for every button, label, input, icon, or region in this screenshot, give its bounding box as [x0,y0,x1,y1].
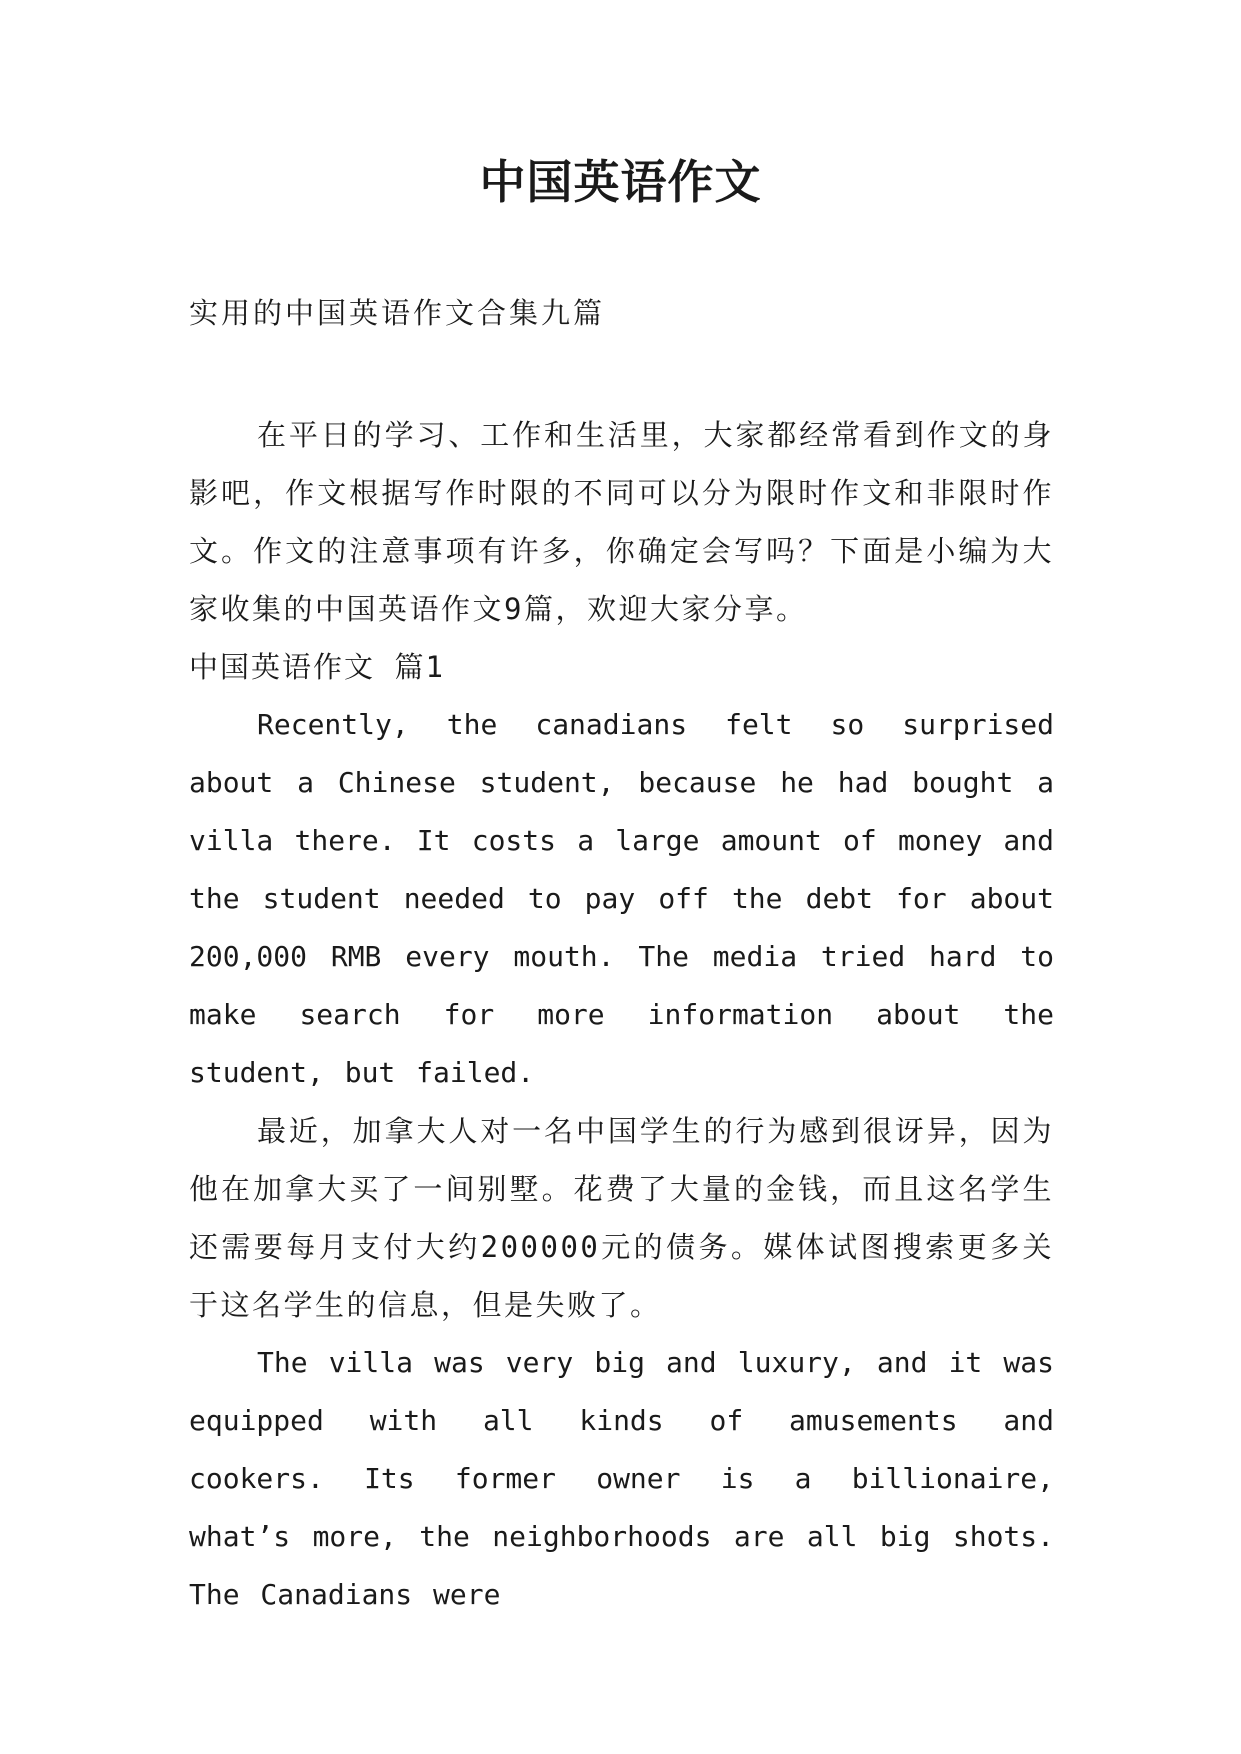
document-subtitle: 实用的中国英语作文合集九篇 [189,296,606,330]
paragraph-english-1: Recently, the canadians felt so surprised about a Chinese student, because he had bought a villa there. It costs a large amount of money and the student needed to pay off the debt for about 200,000 RMB every mouth. The media tried hard to make search for more information about the student, but failed. [189,708,1054,1089]
document-body [189,406,1054,1624]
paragraph-chinese-1: 最近，加拿大人对一名中国学生的行为感到很讶异，因为他在加拿大买了一间别墅。花费了大量的金钱，而且这名学生还需要每月支付大约200000元的债务。媒体试图搜索更多关于这名学生的信息，但是失败了。 [189,1114,1054,1322]
section-heading: 中国英语作文 篇1 [189,650,445,684]
paragraph-english-2: The villa was very big and luxury, and it was equipped with all kinds of amusements and cookers. Its former owner is a billionaire, what’s more, the neighborhoods are all big shots. The Canadians were [189,1346,1054,1611]
document-title: 中国英语作文 [479,155,762,209]
intro-paragraph: 在平日的学习、工作和生活里，大家都经常看到作文的身影吧，作文根据写作时限的不同可以分为限时作文和非限时作文。作文的注意事项有许多，你确定会写吗？下面是小编为大家收集的中国英语作文9篇，欢迎大家分享。 [189,418,1054,626]
